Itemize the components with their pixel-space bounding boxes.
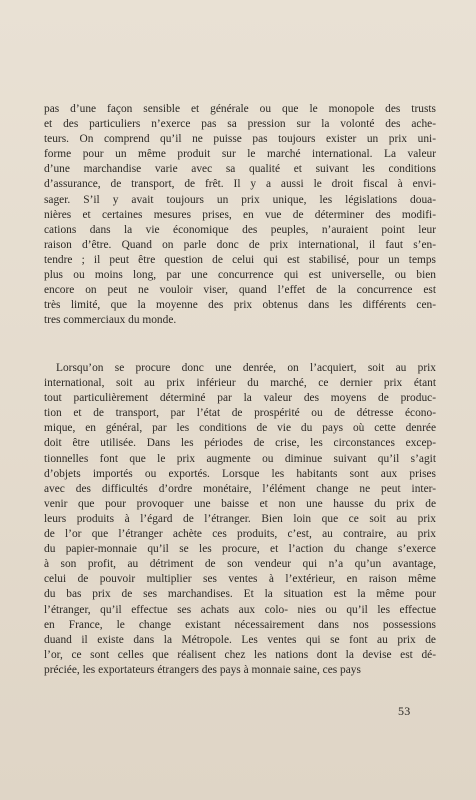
- text-line: celui de pouvoir multiplier ses ventes à l’extérieur, en raison même: [44, 573, 436, 586]
- text-line: mique, en général, par les conditions de vie du pays où cette denrée: [44, 422, 436, 435]
- text-line: tion et de transport, par l’état de prospérité ou de détresse écono-: [44, 407, 436, 420]
- text-line: d’objets importés ou exportés. Lorsque les habitants sont aux prises: [44, 467, 436, 480]
- text-line: l’étranger, qu’il effectue ses achats aux colo- nies ou qu’il les effectue: [44, 603, 436, 616]
- text-line: d’assurance, de transport, de frêt. Il y a aussi le droit fiscal à envi-: [44, 178, 436, 191]
- text-line: Lorsqu’on se procure donc une denrée, on l’acquiert, soit au prix: [56, 362, 436, 374]
- text-line: doit être utilisée. Dans les périodes de crise, les circonstances excep-: [44, 437, 436, 450]
- text-line: d’une marchandise varie avec sa qualité et suivant les conditions: [44, 163, 436, 176]
- text-line: encore on peut ne vouloir viser, quand l’effet de la concurrence est: [44, 284, 436, 297]
- text-line: du papier-monnaie qu’il se les procure, et l’action du change s’exerce: [44, 543, 436, 556]
- text-line: tout particulièrement déterminé par la valeur des moyens de produc-: [44, 392, 436, 405]
- text-line: l’or, ce sont celles que réalisent chez les nations dont la devise est dé-: [44, 648, 436, 661]
- text-line: en France, le change existant nécessairement dans nos possessions: [44, 618, 436, 631]
- text-line: leurs produits à l’égard de l’étranger. Bien loin que ce soit au prix: [44, 512, 436, 525]
- paragraph-2: [44, 361, 436, 678]
- text-line: raison d’être. Quand on parle donc de prix international, il faut s’en-: [44, 238, 436, 251]
- text-line: cations dans la vie économique des peuples, n’auraient point leur: [44, 223, 436, 236]
- text-line: tres commerciaux du monde.: [44, 314, 177, 327]
- page-number: 53: [398, 704, 411, 718]
- text-line: plus ou moins long, par une concurrence qui est universelle, ou bien: [44, 269, 436, 282]
- text-line: pas d’une façon sensible et générale ou que le monopole des trusts: [44, 103, 436, 115]
- text-line: nières et certaines mesures prises, en vue de déterminer des modifi-: [44, 208, 436, 221]
- text-line: forme pour un même produit sur le marché international. La valeur: [44, 148, 436, 161]
- text-line: teurs. On comprend qu’il ne puisse pas toujours exister un prix uni-: [44, 133, 436, 146]
- text-line: préciée, les exportateurs étrangers des pays à monnaie saine, ces pays: [44, 663, 361, 676]
- text-line: international, soit au prix inférieur du marché, ce dernier prix étant: [44, 377, 436, 390]
- text-line: très limité, que la moyenne des prix obtenus dans les différents cen-: [44, 299, 436, 312]
- text-line: avec des difficultés d’ordre monétaire, l’élément change ne peut inter-: [44, 482, 436, 495]
- text-line: venir que pour provoquer une baisse et non une hausse du prix de: [44, 497, 436, 510]
- text-line: tendre ; il peut être question de celui qui est stabilisé, pour un temps: [44, 253, 436, 266]
- text-line: du bas prix de ses marchandises. Et la situation est la même pour: [44, 588, 436, 601]
- text-line: de l’or que l’étranger achète ces produits, c’est, au contraire, au prix: [44, 528, 436, 541]
- text-line: sager. S’il y avait toujours un prix unique, les législations doua-: [44, 193, 436, 206]
- text-line: à son profit, au détriment de son vendeur qui n’a qu’un avantage,: [44, 558, 436, 571]
- text-line: et des particuliers n’exerce pas sa pression sur la volonté des ache-: [44, 118, 436, 131]
- text-line: duand il existe dans la Métropole. Les ventes qui se font au prix de: [44, 633, 436, 646]
- paragraph-1: [44, 102, 436, 328]
- text-line: tionnelles font que le prix augmente ou diminue suivant qu’il s’agit: [44, 452, 436, 465]
